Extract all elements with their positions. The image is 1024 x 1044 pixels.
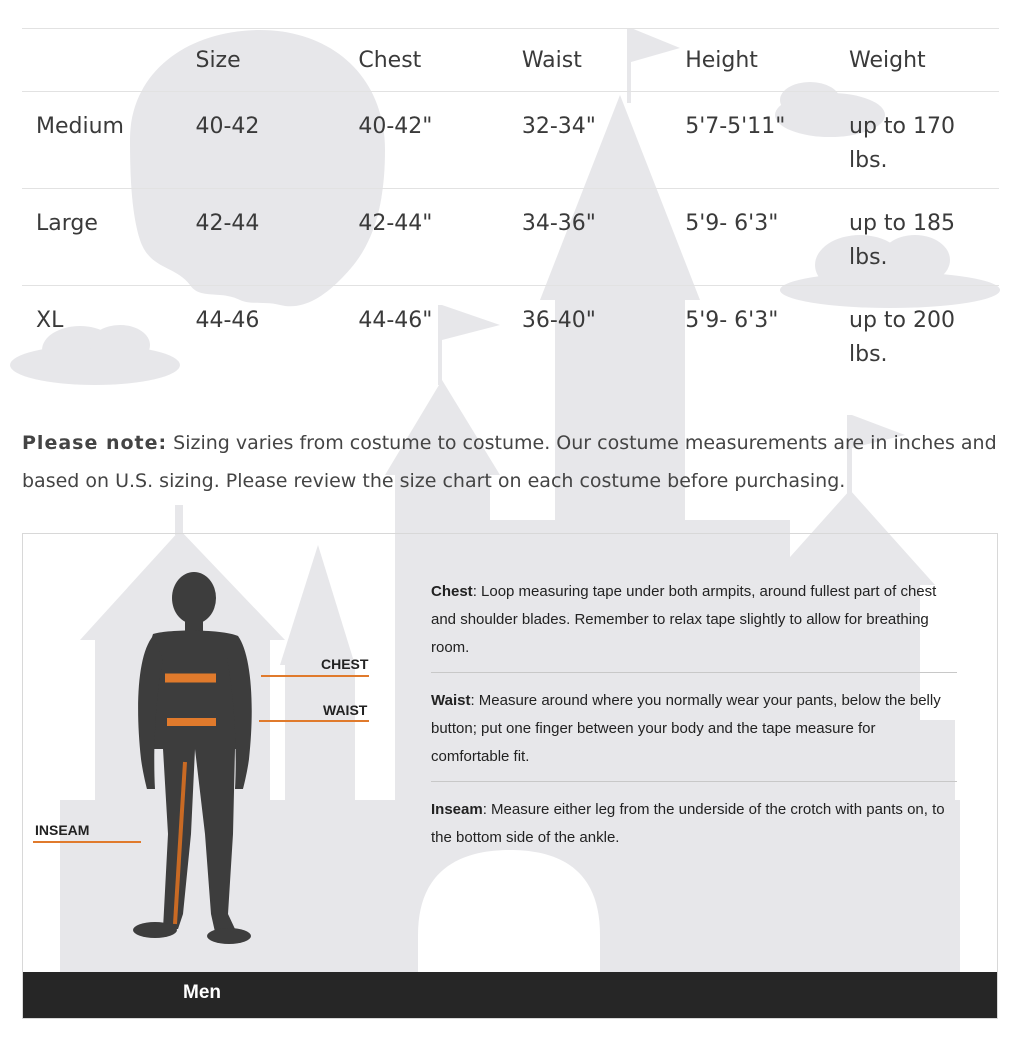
- column-header-weight: Weight: [849, 47, 926, 73]
- chest-cell: 44-46": [358, 308, 433, 333]
- height-cell: 5'9- 6'3": [685, 211, 779, 236]
- column-header-waist: Waist: [521, 47, 582, 73]
- chest-definition: [431, 578, 957, 673]
- definition-term: Inseam: [431, 801, 483, 818]
- table-header-row: [22, 29, 999, 92]
- weight-cell: up to 200 lbs.: [849, 308, 955, 367]
- height-cell: 5'9- 6'3": [685, 308, 779, 333]
- note-label: Please note:: [22, 432, 168, 454]
- table-row: [22, 286, 999, 383]
- size-cell: 42-44: [195, 211, 260, 236]
- waist-cell: 34-36": [521, 211, 596, 236]
- inseam-callout-label: INSEAM: [35, 822, 90, 838]
- table-row: [22, 92, 999, 189]
- definition-term: Chest: [431, 583, 473, 600]
- measurement-guide: [22, 533, 998, 1019]
- chest-cell: 40-42": [358, 114, 433, 139]
- note-text: Sizing varies from costume to costume. Our costume measurements are in inches and based on U.S. sizing. Please review the size chart on each costume before purchasing.: [22, 432, 997, 492]
- definition-term: Waist: [431, 692, 471, 709]
- column-header: [22, 29, 181, 92]
- sizing-note: [22, 424, 1002, 500]
- size-cell: 44-46: [195, 308, 260, 333]
- weight-cell: up to 170 lbs.: [849, 114, 955, 173]
- column-header-size: Size: [195, 47, 241, 73]
- weight-cell: up to 185 lbs.: [849, 211, 955, 270]
- guide-footer-bar: [23, 972, 997, 1018]
- column-header-height: Height: [685, 47, 758, 73]
- definition-text: : Measure around where you normally wear your pants, below the belly button; put one finger between your body and the tape measure for comfortable fit.: [431, 692, 941, 765]
- waist-cell: 32-34": [521, 114, 596, 139]
- height-cell: 5'7-5'11": [685, 114, 786, 139]
- waist-cell: 36-40": [521, 308, 596, 333]
- inseam-definition: [431, 796, 957, 862]
- chest-cell: 42-44": [358, 211, 433, 236]
- definition-text: : Measure either leg from the underside of the crotch with pants on, to the bottom side of the ankle.: [431, 801, 945, 846]
- footer-label: Men: [183, 982, 221, 1003]
- waist-definition: [431, 687, 957, 782]
- measurement-definitions: [431, 578, 957, 876]
- waist-callout-label: WAIST: [323, 702, 368, 718]
- chest-callout-label: CHEST: [321, 656, 369, 672]
- size-table: [22, 28, 999, 383]
- row-label: Large: [36, 211, 98, 236]
- row-label: XL: [36, 308, 64, 333]
- size-cell: 40-42: [195, 114, 260, 139]
- row-label: Medium: [36, 114, 124, 139]
- table-row: [22, 189, 999, 286]
- body-figure-illustration: [23, 534, 453, 974]
- person-silhouette-icon: [133, 572, 252, 944]
- column-header-chest: Chest: [358, 47, 422, 73]
- definition-text: : Loop measuring tape under both armpits, around fullest part of chest and shoulder blades. Remember to relax tape slightly to allow for breathing room.: [431, 583, 937, 656]
